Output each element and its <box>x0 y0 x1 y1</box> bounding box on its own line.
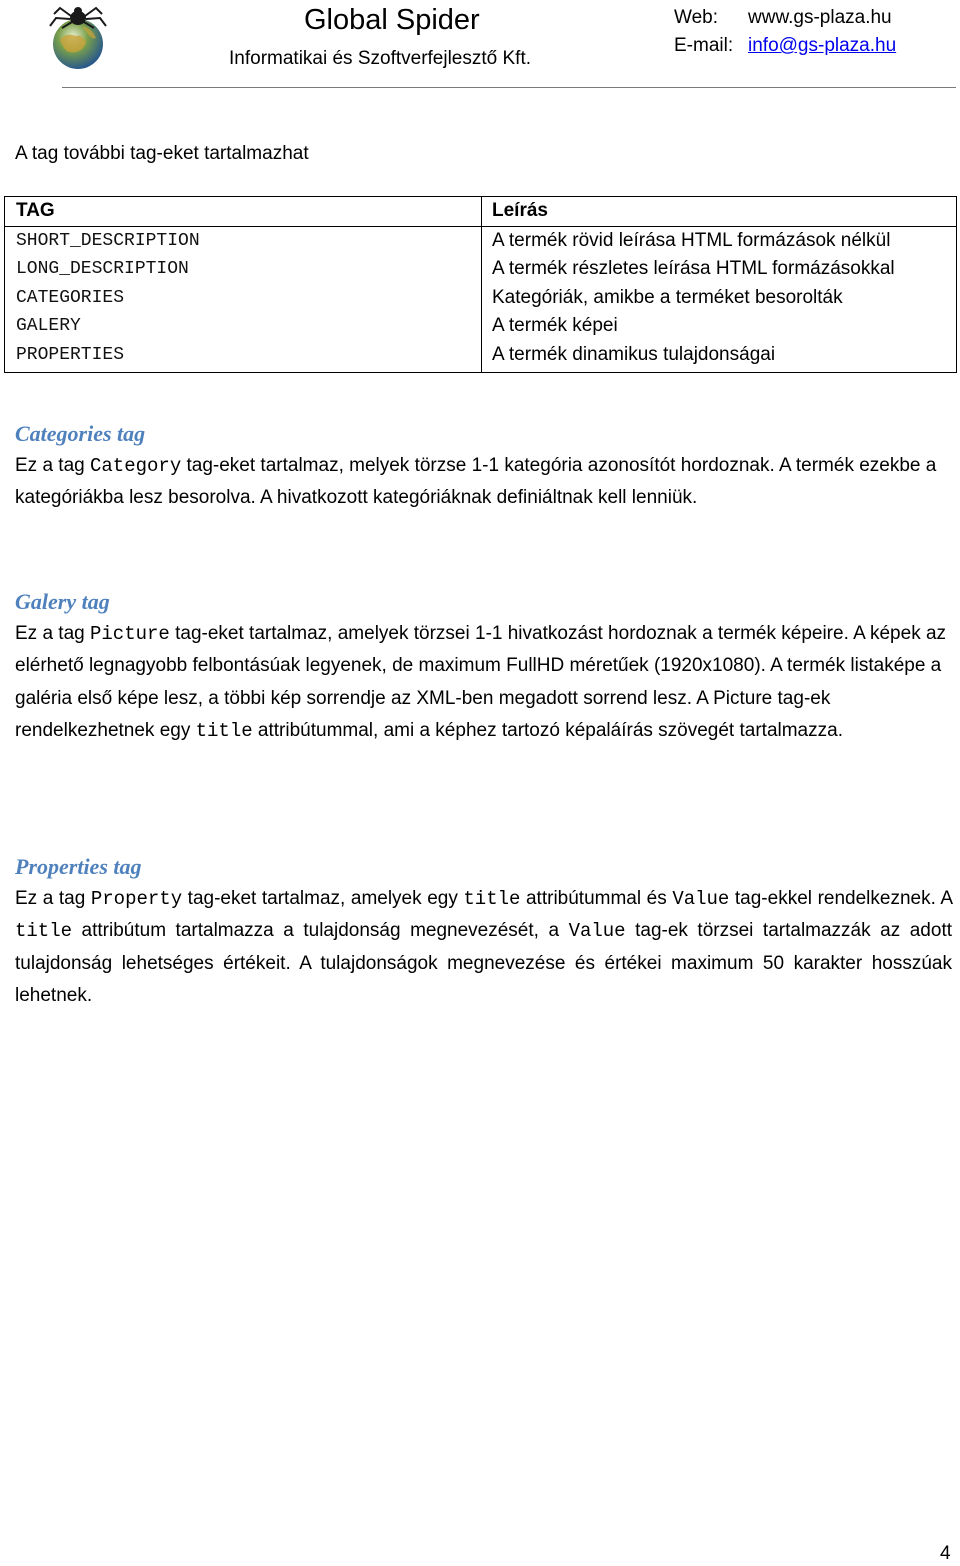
contact-email <box>674 33 896 59</box>
page-number: 4 <box>940 1543 951 1564</box>
table-header-tag: TAG <box>5 197 482 227</box>
email-link[interactable]: info@gs-plaza.hu <box>748 35 897 56</box>
tag-cell: CATEGORIES <box>16 287 125 308</box>
tag-cell: SHORT_DESCRIPTION <box>16 230 200 251</box>
categories-paragraph: Ez a tag Category tag-eket tartalmaz, melyek törzse 1-1 kategória azonosítót hordoznak. A termék ezekbe a kategóriákba lesz besorolva. A hivatkozott kategóriáknak definiáltnak kell lenniük. <box>15 455 937 509</box>
code-property: Property <box>90 888 183 910</box>
spider-globe-icon <box>46 4 110 72</box>
web-label: Web: <box>674 7 719 28</box>
code-value: Value <box>568 920 626 943</box>
company-subtitle: Informatikai és Szoftverfejlesztő Kft. <box>229 48 532 69</box>
description-column <box>482 226 957 372</box>
categories-heading: Categories tag <box>15 421 146 446</box>
code-title: title <box>15 920 73 943</box>
code-title: title <box>463 888 521 910</box>
tag-cell: LONG_DESCRIPTION <box>16 259 189 280</box>
contact-web <box>674 5 892 31</box>
description-cell: A termék képei <box>492 315 618 337</box>
table-header-row <box>5 197 957 227</box>
intro-text: A tag további tag-eket tartalmazhat <box>15 143 309 164</box>
code-category: Category <box>90 455 182 477</box>
code-value: Value <box>672 888 730 910</box>
description-cell: A termék részletes leírása HTML formázásokkal <box>492 258 895 280</box>
tag-cell: GALERY <box>16 316 81 337</box>
galery-heading: Galery tag <box>15 589 110 614</box>
tag-column <box>5 226 482 372</box>
code-title: title <box>195 720 253 743</box>
email-label: E-mail: <box>674 35 734 56</box>
table-body <box>5 226 957 372</box>
header-divider <box>62 87 956 88</box>
galery-paragraph: Ez a tag Picture tag-eket tartalmaz, amelyek törzsei 1-1 hivatkozást hordoznak a termék képeire. A képek az elérhető legnagyobb felbontásúak legyenek, de maximum FullHD méretűek (1920x1080). A termék listaképe a galéria első képe lesz, a többi kép sorrendje az XML-ben megadott sorrend lesz. A Picture tag-ek rendelkezhetnek egy title attribútummal, ami a képhez tartozó képaláírás szövegét tartalmazza. <box>15 623 947 743</box>
company-logo <box>46 4 110 72</box>
description-cell: A termék rövid leírása HTML formázások nélkül <box>492 229 891 251</box>
web-value: www.gs-plaza.hu <box>748 7 892 28</box>
tag-cell: PROPERTIES <box>16 344 125 365</box>
code-picture: Picture <box>90 623 170 645</box>
properties-paragraph: Ez a tag Property tag-eket tartalmaz, amelyek egy title attribútummal és Value tag-ekkel rendelkeznek. A title attribútum tartalmazza a tulajdonság megnevezését, a Value tag-ek törzsei tartalmazzák az adott tulajdonság lehetséges értékeit. A tulajdonságok megnevezése és értékei maximum 50 karakter hosszúak lehetnek. <box>15 888 953 1007</box>
description-cell: Kategóriák, amikbe a terméket besorolták <box>492 286 843 308</box>
tag-table <box>4 196 957 373</box>
description-cell: A termék dinamikus tulajdonságai <box>492 343 776 365</box>
table-header-description: Leírás <box>482 197 957 227</box>
company-name: Global Spider <box>304 4 480 36</box>
properties-heading: Properties tag <box>15 854 142 879</box>
